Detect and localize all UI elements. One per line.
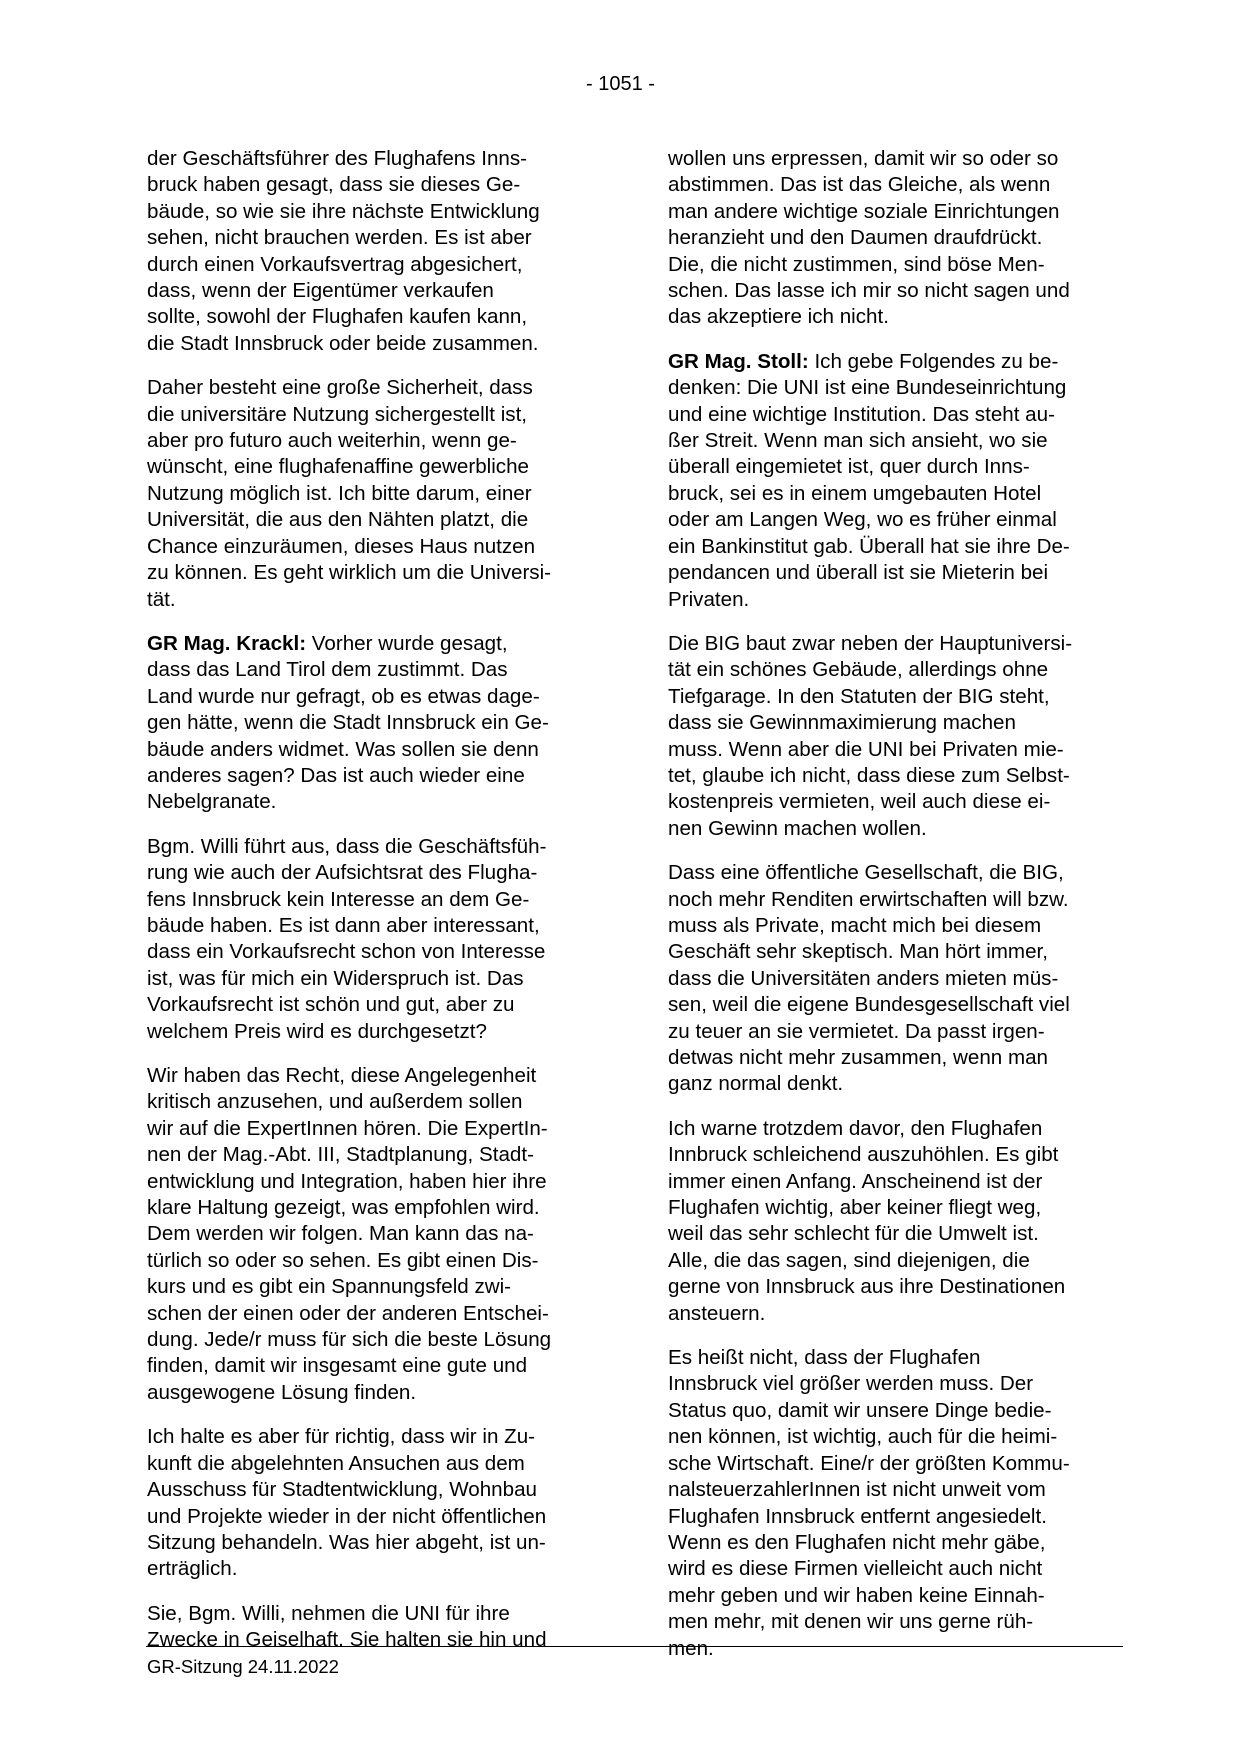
text-line: klare Haltung gezeigt, was empfohlen wird. (147, 1196, 540, 1220)
paragraph (147, 146, 599, 357)
text-line: wir auf die ExpertInnen hören. Die ExpertIn- (147, 1116, 548, 1140)
text-line: bruck haben gesagt, dass sie dieses Ge- (147, 173, 521, 197)
text-line: Flughafen wichtig, aber keiner fliegt weg, (668, 1196, 1042, 1220)
speaker-line-rest: Vorher wurde gesagt, (306, 631, 508, 655)
speaker-name: GR Mag. Krackl: (147, 631, 307, 655)
paragraph (668, 1345, 1120, 1662)
text-line: die universitäre Nutzung sichergestellt ist, (147, 402, 528, 426)
text-line: Die, die nicht zustimmen, sind böse Men- (668, 252, 1045, 276)
paragraph (668, 1116, 1120, 1327)
text-line: nen können, ist wichtig, auch für die heimi- (668, 1425, 1058, 1449)
paragraph (668, 631, 1120, 842)
text-line: Innsbruck viel größer werden muss. Der (668, 1372, 1034, 1396)
text-line: überall eingemietet ist, quer durch Inns- (668, 455, 1030, 479)
text-line: und eine wichtige Institution. Das steht au- (668, 402, 1055, 426)
text-line: men mehr, mit denen wir uns gerne rüh- (668, 1610, 1034, 1634)
text-line: Dass eine öffentliche Gesellschaft, die BIG, (668, 861, 1064, 885)
text-line: Ich halte es aber für richtig, dass wir in Zu- (147, 1425, 536, 1449)
text-line: kurs und es gibt ein Spannungsfeld zwi- (147, 1275, 512, 1299)
paragraph (147, 375, 599, 613)
text-line: gerne von Innsbruck aus ihre Destinationen (668, 1275, 1066, 1299)
text-line: ist, was für mich ein Widerspruch ist. Das (147, 966, 524, 990)
text-line: welchem Preis wird es durchgesetzt? (147, 1019, 487, 1043)
text-line: das akzeptiere ich nicht. (668, 305, 889, 329)
text-line: abstimmen. Das ist das Gleiche, als wenn (668, 173, 1051, 197)
text-line: die Stadt Innsbruck oder beide zusammen. (147, 331, 539, 355)
text-line: Tiefgarage. In den Statuten der BIG steht, (668, 684, 1050, 708)
text-line: Wenn es den Flughafen nicht mehr gäbe, (668, 1530, 1046, 1554)
text-line: Es heißt nicht, dass der Flughafen (668, 1346, 981, 1370)
text-line: immer einen Anfang. Anscheinend ist der (668, 1169, 1043, 1193)
text-line: oder am Langen Weg, wo es früher einmal (668, 508, 1057, 532)
text-line: sollte, sowohl der Flughafen kaufen kann, (147, 305, 528, 329)
text-line: Wir haben das Recht, diese Angelegenheit (147, 1064, 537, 1087)
text-line: sehen, nicht brauchen werden. Es ist aber (147, 226, 532, 250)
text-line: weil das sehr schlecht für die Umwelt ist. (668, 1222, 1039, 1246)
text-line: Flughafen Innsbruck entfernt angesiedelt. (668, 1504, 1047, 1528)
text-line: entwicklung und Integration, haben hier ihre (147, 1169, 547, 1193)
text-line: wird es diese Firmen vielleicht auch nicht (668, 1557, 1043, 1581)
text-line: Ausschuss für Stadtentwicklung, Wohnbau (147, 1478, 537, 1502)
text-line: nen Gewinn machen wollen. (668, 816, 927, 840)
text-line: Universität, die aus den Nähten platzt, die (147, 508, 529, 532)
speaker-line (668, 349, 1120, 375)
text-line: Alle, die das sagen, sind diejenigen, die (668, 1248, 1030, 1272)
text-line: mehr geben und wir haben keine Einnah- (668, 1583, 1045, 1607)
text-line: man andere wichtige soziale Einrichtungen (668, 199, 1060, 223)
text-line: nalsteuerzahlerInnen ist nicht unweit vom (668, 1478, 1046, 1502)
text-line: und Projekte wieder in der nicht öffentlichen (147, 1504, 547, 1528)
right-column (668, 146, 1120, 1680)
text-line: muss. Wenn aber die UNI bei Privaten mie- (668, 737, 1064, 761)
text-line: türlich so oder so sehen. Es gibt einen Dis- (147, 1248, 539, 1272)
text-line: zu teuer an sie vermietet. Da passt irgen- (668, 1019, 1045, 1043)
text-line: wünscht, eine flughafenaffine gewerbliche (147, 455, 530, 479)
text-line: tät ein schönes Gebäude, allerdings ohne (668, 658, 1049, 682)
text-line: kostenpreis vermieten, weil auch diese ei- (668, 790, 1051, 814)
text-line: bäude, so wie sie ihre nächste Entwicklung (147, 199, 540, 223)
text-line: gen hätte, wenn die Stadt Innsbruck ein Ge- (147, 711, 549, 735)
page-number: - 1051 - (586, 73, 655, 95)
text-line: ßer Streit. Wenn man sich ansieht, wo sie (668, 429, 1048, 453)
text-line: nen der Mag.-Abt. III, Stadtplanung, Stadt- (147, 1143, 534, 1167)
text-line: Privaten. (668, 587, 750, 611)
text-line: Bgm. Willi führt aus, dass die Geschäftsfüh- (147, 834, 547, 858)
footer-divider (146, 1646, 1123, 1647)
text-line: Zwecke in Geiselhaft. Sie halten sie hin und (147, 1628, 547, 1652)
text-line: anderes sagen? Das ist auch wieder eine (147, 763, 525, 787)
text-line: ansteuern. (668, 1301, 766, 1325)
text-line: tet, glaube ich nicht, dass diese zum Selbst- (668, 763, 1070, 787)
text-line: schen der einen oder der anderen Entschei- (147, 1301, 549, 1325)
text-line: fens Innsbruck kein Interesse an dem Ge- (147, 887, 530, 911)
text-line: Die BIG baut zwar neben der Hauptuniversi- (668, 631, 1073, 655)
speaker-line-rest: Ich gebe Folgendes zu be- (808, 349, 1059, 373)
text-line: Sitzung behandeln. Was hier abgeht, ist un- (147, 1530, 546, 1554)
text-line: dass die Universitäten anders mieten müs- (668, 966, 1059, 990)
text-line: muss als Private, macht mich bei diesem (668, 913, 1042, 937)
text-line: detwas nicht mehr zusammen, wenn man (668, 1046, 1049, 1069)
text-line: aber pro futuro auch weiterhin, wenn ge- (147, 429, 517, 453)
paragraph (668, 349, 1120, 613)
text-line: dass ein Vorkaufsrecht schon von Interesse (147, 940, 546, 964)
text-line: heranzieht und den Daumen draufdrückt. (668, 226, 1043, 250)
text-line: pendancen und überall ist sie Mieterin bei (668, 561, 1049, 585)
text-line: der Geschäftsführer des Flughafens Inns- (147, 147, 528, 170)
paragraph (147, 1424, 599, 1582)
text-line: sche Wirtschaft. Eine/r der größten Kommu- (668, 1451, 1070, 1475)
text-line: tät. (147, 587, 176, 611)
text-line: denken: Die UNI ist eine Bundeseinrichtung (668, 376, 1067, 400)
paragraph (147, 1063, 599, 1406)
text-line: dass sie Gewinnmaximierung machen (668, 711, 1016, 735)
text-line: kunft die abgelehnten Ansuchen aus dem (147, 1451, 525, 1475)
speaker-name: GR Mag. Stoll: (668, 349, 809, 373)
paragraph (147, 834, 599, 1045)
text-line: dass, wenn der Eigentümer verkaufen (147, 279, 494, 303)
text-line: erträglich. (147, 1557, 238, 1581)
text-line: wollen uns erpressen, damit wir so oder so (668, 147, 1059, 170)
text-line: Ich warne trotzdem davor, den Flughafen (668, 1116, 1043, 1140)
text-line: rung wie auch der Aufsichtsrat des Flugha- (147, 861, 538, 885)
text-line: Daher besteht eine große Sicherheit, dass (147, 376, 533, 400)
text-line: dung. Jede/r muss für sich die beste Lösung (147, 1328, 552, 1352)
text-line: bruck, sei es in einem umgebauten Hotel (668, 481, 1042, 505)
text-line: ein Bankinstitut gab. Überall hat sie ihre De- (668, 534, 1070, 558)
left-column (147, 146, 599, 1672)
text-line: ganz normal denkt. (668, 1072, 844, 1096)
text-line: dass das Land Tirol dem zustimmt. Das (147, 658, 508, 682)
text-line: ausgewogene Lösung finden. (147, 1380, 417, 1404)
text-line: Dem werden wir folgen. Man kann das na- (147, 1222, 534, 1246)
text-line: schen. Das lasse ich mir so nicht sagen und (668, 279, 1070, 303)
text-line: kritisch anzusehen, und außerdem sollen (147, 1090, 523, 1114)
text-line: Status quo, damit wir unsere Dinge bedie- (668, 1398, 1052, 1422)
text-line: zu können. Es geht wirklich um die Universi- (147, 561, 552, 585)
text-line: Chance einzuräumen, dieses Haus nutzen (147, 534, 536, 558)
text-line: Nutzung möglich ist. Ich bitte darum, einer (147, 481, 532, 505)
text-line: bäude anders widmet. Was sollen sie denn (147, 737, 539, 761)
footer-session-label: GR-Sitzung 24.11.2022 (147, 1656, 339, 1677)
text-line: men. (668, 1636, 714, 1660)
speaker-line (147, 631, 599, 657)
text-line: Land wurde nur gefragt, ob es etwas dage- (147, 684, 540, 708)
paragraph (147, 631, 599, 816)
text-line: Nebelgranate. (147, 790, 277, 814)
text-line: Innbruck schleichend auszuhöhlen. Es gibt (668, 1143, 1059, 1167)
text-line: Sie, Bgm. Willi, nehmen die UNI für ihre (147, 1601, 510, 1625)
text-line: Vorkaufsrecht ist schön und gut, aber zu (147, 993, 515, 1017)
paragraph (668, 860, 1120, 1098)
text-line: Geschäft sehr skeptisch. Man hört immer, (668, 940, 1048, 964)
text-line: durch einen Vorkaufsvertrag abgesichert, (147, 252, 523, 276)
text-line: bäude haben. Es ist dann aber interessant, (147, 913, 540, 937)
text-line: noch mehr Renditen erwirtschaften will bzw. (668, 887, 1069, 911)
paragraph (668, 146, 1120, 331)
text-line: sen, weil die eigene Bundesgesellschaft viel (668, 993, 1070, 1017)
text-line: finden, damit wir insgesamt eine gute und (147, 1354, 528, 1378)
